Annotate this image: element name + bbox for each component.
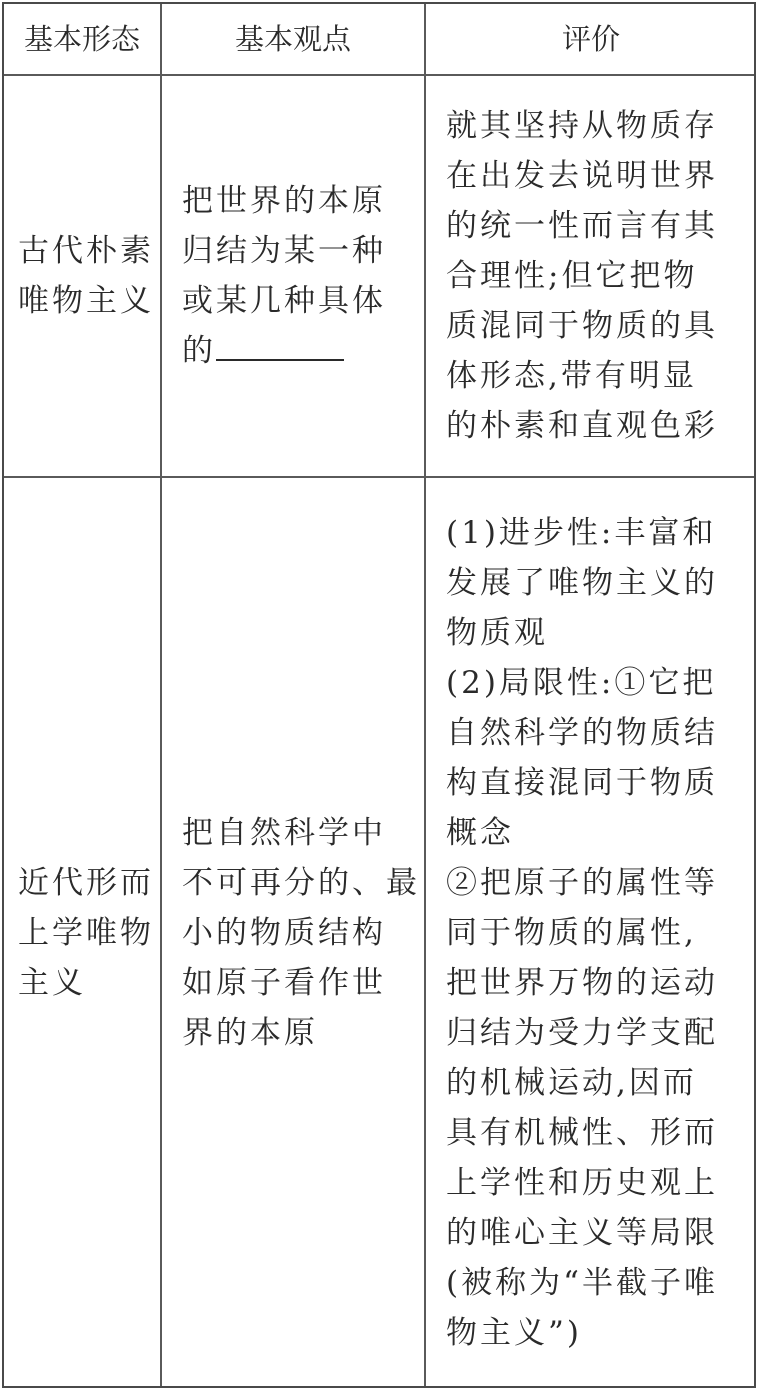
comparison-table — [2, 2, 756, 1388]
row1-eval-line: 体形态,带有明显 — [446, 358, 697, 394]
row1-form-cell — [4, 76, 160, 476]
row2-form-line: 近代形而 — [18, 865, 154, 901]
row1-view-line: 归结为某一种 — [182, 233, 386, 269]
row2-view-cell — [162, 478, 424, 1388]
row1-view-cell — [162, 76, 424, 476]
row1-eval-line: 合理性;但它把物 — [446, 258, 698, 294]
row2-view-line: 不可再分的、最 — [182, 865, 420, 901]
row1-view-last-line — [182, 326, 410, 376]
row2-form-cell — [4, 478, 160, 1388]
row1-eval-line: 在出发去说明世界 — [446, 158, 718, 194]
row2-form-line: 主义 — [18, 965, 86, 1001]
row2-view-line: 如原子看作世 — [182, 965, 386, 1001]
row1-eval-line: 质混同于物质的具 — [446, 308, 718, 344]
row2-eval-line: 发展了唯物主义的 — [446, 565, 718, 601]
row2-eval-line: 的机械运动,因而 — [446, 1065, 697, 1101]
row2-eval-line: 的唯心主义等局限 — [446, 1215, 718, 1251]
row2-eval-line: 概念 — [446, 815, 514, 851]
row1-view-line: 的 — [182, 333, 216, 369]
row1-eval-line: 的统一性而言有其 — [446, 208, 718, 244]
header-evaluation-label: 评价 — [561, 22, 620, 56]
row2-eval-line: 同于物质的属性, — [446, 915, 697, 951]
row2-eval-line: 具有机械性、形而 — [446, 1115, 718, 1151]
row2-view-line: 小的物质结构 — [182, 915, 386, 951]
row1-form-line: 古代朴素 — [18, 233, 154, 269]
row2-view-line: 把自然科学中 — [182, 815, 386, 851]
header-evaluation — [426, 4, 756, 74]
row1-view-line: 或某几种具体 — [182, 283, 386, 319]
row1-form-line: 唯物主义 — [18, 283, 154, 319]
row2-form-line: 上学唯物 — [18, 915, 154, 951]
fill-in-blank[interactable] — [216, 331, 344, 361]
row1-eval-line: 的朴素和直观色彩 — [446, 408, 718, 444]
row2-eval-line: (1)进步性:丰富和 — [446, 515, 717, 551]
row2-eval-line: (2)局限性:①它把 — [446, 665, 717, 701]
row2-eval-line: 归结为受力学支配 — [446, 1015, 718, 1051]
row1-eval-line: 就其坚持从物质存 — [446, 108, 718, 144]
row2-eval-line: (被称为“半截子唯 — [446, 1265, 718, 1301]
row2-evaluation-cell — [426, 478, 756, 1388]
header-view — [162, 4, 424, 74]
header-form-label: 基本形态 — [23, 22, 140, 56]
header-view-label: 基本观点 — [234, 22, 351, 56]
row2-eval-line: 上学性和历史观上 — [446, 1165, 718, 1201]
row2-view-line: 界的本原 — [182, 1015, 318, 1051]
row2-eval-line: 物主义”) — [446, 1315, 582, 1351]
row2-eval-line: 把世界万物的运动 — [446, 965, 718, 1001]
row2-eval-line: 构直接混同于物质 — [446, 765, 718, 801]
row2-eval-line: ②把原子的属性等 — [446, 865, 718, 901]
row2-eval-line: 自然科学的物质结 — [446, 715, 718, 751]
header-form — [4, 4, 160, 74]
row1-evaluation-cell — [426, 76, 756, 476]
row2-eval-line: 物质观 — [446, 615, 548, 651]
row1-view-line: 把世界的本原 — [182, 183, 386, 219]
